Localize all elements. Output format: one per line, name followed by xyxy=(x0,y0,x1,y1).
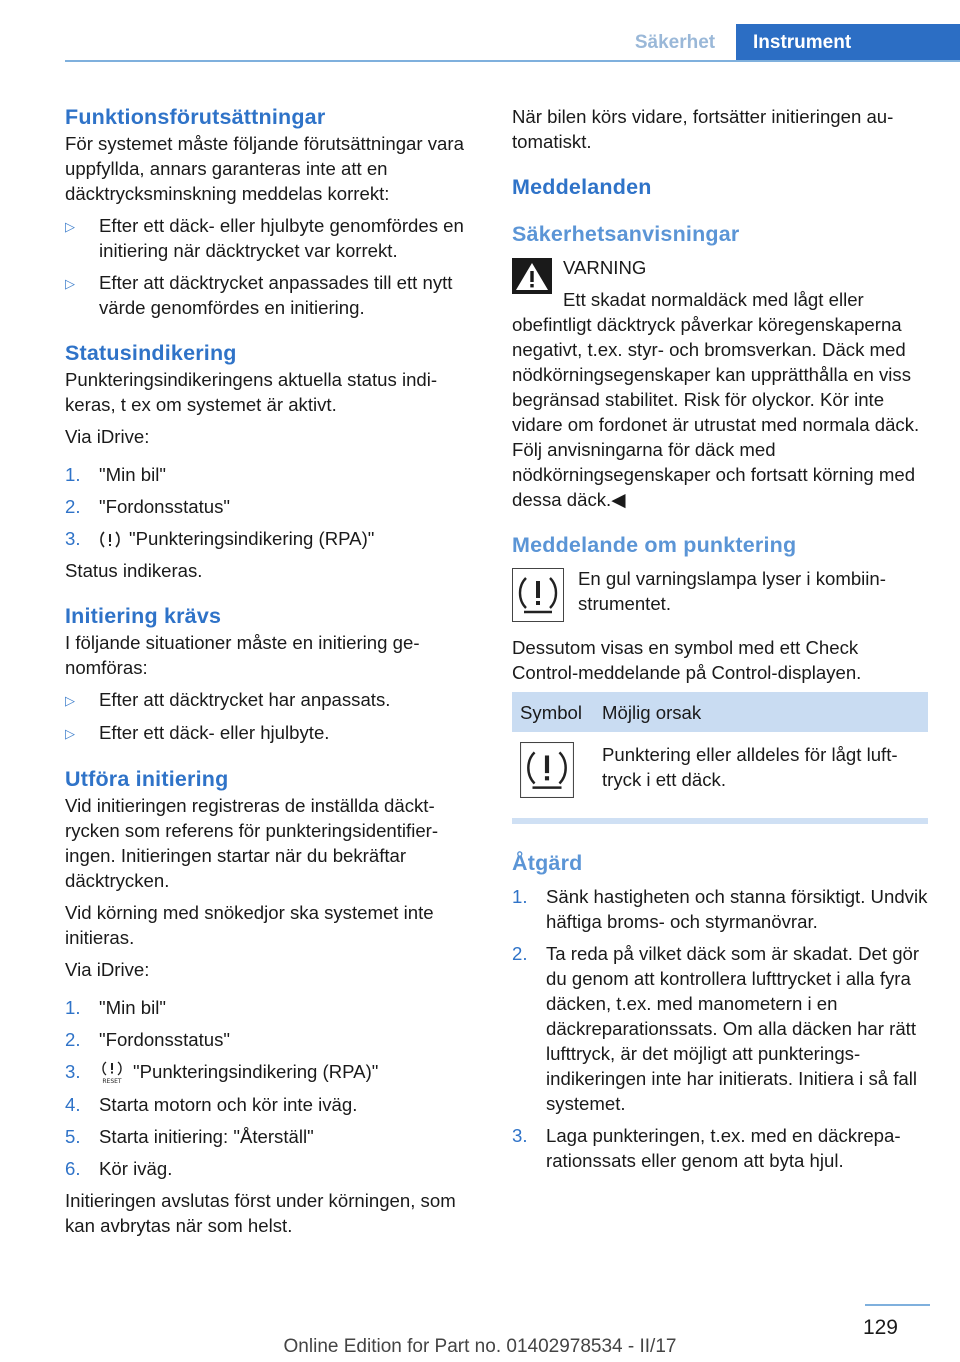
tire-warning-symbol-icon xyxy=(520,742,574,798)
heading-statusindikering: Statusindikering xyxy=(65,341,237,365)
paragraph: Dessutom visas en symbol med ett Check Control-meddelande på Control-displayen. xyxy=(512,637,862,683)
step-number: 4. xyxy=(65,1094,81,1116)
step-text: "Fordonsstatus" xyxy=(99,1029,231,1050)
step-text: Starta motorn och kör inte iväg. xyxy=(99,1094,358,1116)
step-text: "Fordonsstatus" xyxy=(99,496,231,517)
step-item xyxy=(65,462,475,487)
heading-meddelanden: Meddelanden xyxy=(512,175,652,199)
paragraph: Via iDrive: xyxy=(65,426,150,447)
bullet-item xyxy=(65,687,475,713)
header-chapter-tab: Instrument xyxy=(736,24,960,62)
paragraph: Punkteringsindikeringens aktuella status indikeras, t ex om systemet är aktivt. xyxy=(65,369,438,415)
warning-body: Ett skadat normaldäck med lågt eller obefintligt däcktryck påverkar köregenskaperna negativt, t.ex. styr- och bromsverkan. Däck med nödkörningsegenskaper kan upprätthålla en viss begränsad stabilitet. Risk för olyckor. Kör inte vidare om fordonet är utrustat med normala däck. Följ anvisningarna för däck med nödkörningsegenskaper och fortsatt körning med dessa däck.◀ xyxy=(512,289,920,510)
paragraph: Initieringen avslutas först under körningen, som kan avbrytas när som helst. xyxy=(65,1190,456,1237)
triangle-bullet-icon: ▷ xyxy=(65,276,75,291)
step-item xyxy=(512,941,928,1116)
bullet-text: Efter att däcktrycket anpassades till ett nytt värde genomfördes en initiering. xyxy=(99,272,453,318)
page-number: 129 xyxy=(862,1316,898,1339)
step-number: 1. xyxy=(65,464,81,485)
paragraph: Vid körning med snökedjor ska systemet inte initieras. xyxy=(65,902,434,948)
heading-utfora-initiering: Utföra initiering xyxy=(65,767,229,791)
tire-pressure-icon xyxy=(99,530,121,550)
triangle-bullet-icon: ▷ xyxy=(65,693,75,708)
step-text: "Punkteringsindikering (RPA)" xyxy=(133,1061,379,1082)
bullet-item xyxy=(65,720,475,746)
step-item xyxy=(65,1124,475,1149)
heading-initiering-kravs: Initiering krävs xyxy=(65,604,222,628)
step-text: Sänk hastigheten och stanna försiktigt. Undvik häftiga broms- och styrmanövrar. xyxy=(546,886,928,932)
table-header-symbol: Symbol xyxy=(512,692,594,732)
step-item xyxy=(512,1123,928,1173)
step-number: 1. xyxy=(512,886,528,907)
paragraph: När bilen körs vidare, fortsätter initieringen automatiskt. xyxy=(512,106,894,152)
step-text: Ta reda på vilket däck som är skadat. Det gör du genom att kontrollera lufttrycket i alla fyra däcken, t.ex. med manometern i en däckreparationssats. Om alla däcken har rätt lufttryck, är det möjligt att punkteringsindikeringen inte har initierats. Initiera i så fall systemet. xyxy=(546,943,920,1114)
step-number: 5. xyxy=(65,1126,81,1148)
tire-warning-lamp-icon xyxy=(512,568,564,622)
paragraph: I följande situationer måste en initiering genomföras: xyxy=(65,632,420,678)
step-item xyxy=(512,884,928,934)
warning-title: VARNING xyxy=(563,257,647,278)
step-item xyxy=(65,494,475,519)
step-item xyxy=(65,1156,475,1181)
step-number: 3. xyxy=(512,1125,528,1146)
step-text: "Min bil" xyxy=(99,464,166,485)
triangle-bullet-icon: ▷ xyxy=(65,219,75,234)
step-item xyxy=(65,1027,475,1052)
left-column xyxy=(65,104,475,1238)
step-text: "Punkteringsindikering (RPA)" xyxy=(129,528,375,549)
footer-rule xyxy=(865,1304,930,1306)
step-number: 3. xyxy=(65,1061,81,1082)
step-text: Kör iväg. xyxy=(99,1158,173,1180)
step-text: "Min bil" xyxy=(99,997,166,1018)
lamp-info xyxy=(512,566,928,622)
paragraph: För systemet måste följande förutsättningar vara uppfyllda, annars garanteras inte att en däcktrycksminskning meddelas korrekt: xyxy=(65,133,464,204)
heading-atgard: Åtgärd xyxy=(512,851,583,875)
step-item xyxy=(65,1092,475,1117)
heading-sakerhetsanvisningar: Säkerhetsanvisningar xyxy=(512,222,740,246)
step-number: 2. xyxy=(65,496,81,517)
paragraph: Via iDrive: xyxy=(65,959,150,980)
symbol-table xyxy=(512,692,928,818)
step-item xyxy=(65,526,475,551)
table-header-cause: Möjlig orsak xyxy=(594,692,928,732)
bullet-text: Efter ett däck- eller hjulbyte. xyxy=(99,722,330,743)
step-text: Laga punkteringen, t.ex. med en däckreparationssats eller genom att byta hjul. xyxy=(546,1125,901,1171)
warning-block xyxy=(512,255,928,512)
heading-meddelande-om-punktering: Meddelande om punktering xyxy=(512,533,797,557)
paragraph: En gul varningslampa lyser i kombiinstrumentet. xyxy=(578,568,886,614)
step-text: Starta initiering: "Återställ" xyxy=(99,1126,314,1148)
warning-triangle-icon xyxy=(512,258,552,294)
bullet-item xyxy=(65,213,475,263)
right-column xyxy=(512,104,928,1173)
bullet-text: Efter att däcktrycket har anpassats. xyxy=(99,689,391,710)
step-number: 2. xyxy=(65,1029,81,1050)
step-number: 2. xyxy=(512,943,528,964)
step-number: 3. xyxy=(65,528,81,549)
header-section-tab: Säkerhet xyxy=(634,31,716,53)
table-row xyxy=(512,732,928,818)
header-rule xyxy=(65,60,960,62)
step-number: 1. xyxy=(65,997,81,1018)
step-number: 6. xyxy=(65,1158,81,1180)
step-item xyxy=(65,1059,475,1085)
paragraph: Vid initieringen registreras de inställda däcktrycken som referens för punkteringsidentifieringen. Initieringen startar när du bekräftar däcktrycken. xyxy=(65,795,439,891)
table-cell-cause: Punktering eller alldeles för lågt lufttryck i ett däck. xyxy=(602,744,898,790)
triangle-bullet-icon: ▷ xyxy=(65,726,75,741)
step-item xyxy=(65,995,475,1020)
paragraph: Status indikeras. xyxy=(65,560,203,581)
bullet-text: Efter ett däck- eller hjulbyte genomfördes en initiering när däcktrycket var korrekt. xyxy=(99,215,464,261)
footer-edition: Online Edition for Part no. 01402978534 - II/17 xyxy=(283,1336,677,1357)
bullet-item xyxy=(65,270,475,320)
heading-funktionsforutsattningar: Funktionsförutsättningar xyxy=(65,105,326,129)
svg-text:RESET: RESET xyxy=(102,1078,122,1086)
tire-pressure-reset-icon xyxy=(99,1061,125,1085)
